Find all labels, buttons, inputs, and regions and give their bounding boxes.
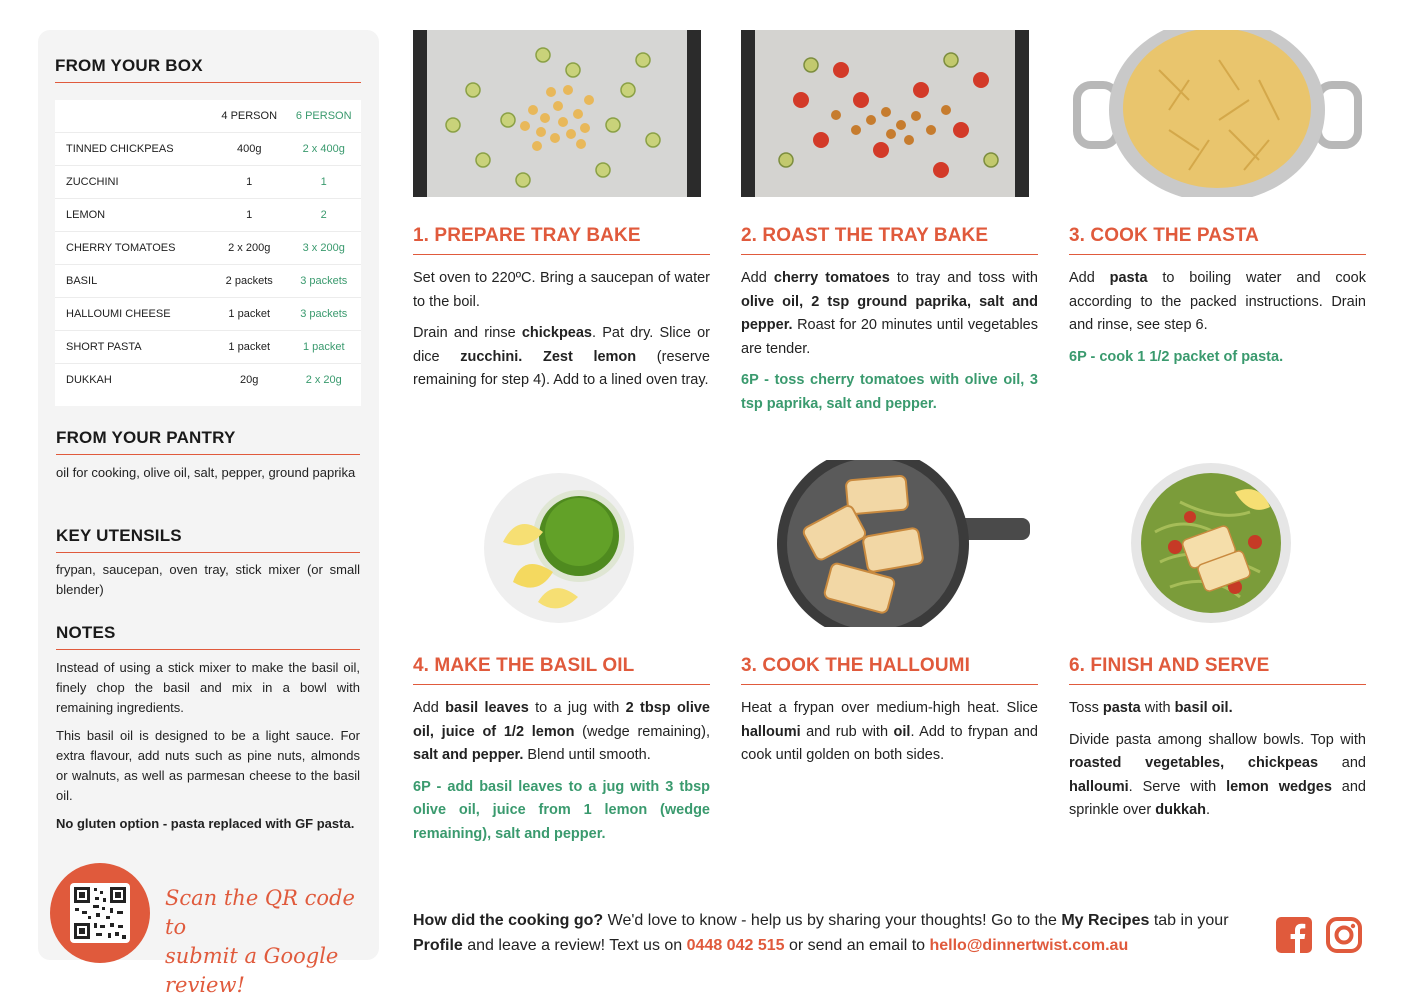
notes-paragraph-1: Instead of using a stick mixer to make the basil oil, finely chop the basil and mix in a bowl with remaining ingredients. <box>56 660 360 715</box>
4-person-cell: 1 packet <box>212 331 287 364</box>
6-person-cell: 1 packet <box>286 331 361 364</box>
6-person-cell: 1 <box>286 166 361 199</box>
notes-paragraph-3: No gluten option - pasta replaced with GF pasta. <box>56 816 355 831</box>
pantry-title: FROM YOUR PANTRY <box>56 428 236 447</box>
step-4-rule <box>413 684 710 685</box>
step-3-body <box>1069 267 1366 377</box>
step-3-paragraph-1: Add pasta to boiling water and cook according to the packed instructions. Drain and rinse, see step 6. <box>1069 270 1366 333</box>
sidebar <box>38 30 379 997</box>
step-6-body <box>1069 697 1366 831</box>
step-3-rule <box>1069 254 1366 255</box>
table-header-4-person: 4 PERSON <box>221 110 278 122</box>
table-row <box>55 166 361 199</box>
email-link[interactable]: hello@dinnertwist.com.au <box>929 937 1129 954</box>
step-4-title: 4. MAKE THE BASIL OIL <box>413 655 635 676</box>
notes-rule <box>56 649 360 650</box>
step-2-title: 2. ROAST THE TRAY BAKE <box>741 225 989 246</box>
step-4-6p-note: 6P - add basil leaves to a jug with 3 tbsp olive oil, juice from 1 lemon (wedge remaining), salt and pepper. <box>413 778 710 842</box>
qr-caption-line-2: submit a Google review! <box>165 944 339 997</box>
utensils-text: frypan, saucepan, oven tray, stick mixer (or small blender) <box>56 562 360 597</box>
qr-caption <box>165 884 375 1000</box>
review-footer: How did the cooking go? We'd love to know - help us by sharing your thoughts! Go to the My Recipes tab in your Profile and leave a review! Text us on 0448 042 515 or send an email to hello@dinnertwist.com.au <box>413 912 1229 954</box>
step-4-body <box>413 697 710 854</box>
my-recipes-tab-label: My Recipes <box>1061 912 1150 929</box>
4-person-cell: 2 packets <box>212 265 287 298</box>
step-4-paragraph-1: Add basil leaves to a jug with 2 tbsp olive oil, juice of 1/2 lemon (wedge remaining), salt and pepper. Blend until smooth. <box>413 700 710 763</box>
4-person-cell: 2 x 200g <box>212 232 287 265</box>
6-person-cell: 2 x 20g <box>286 364 361 397</box>
6-person-cell: 2 x 400g <box>286 133 361 166</box>
pantry-text: oil for cooking, olive oil, salt, pepper, ground paprika <box>56 465 356 480</box>
6-person-cell: 3 packets <box>286 298 361 331</box>
table-header-6-person: 6 PERSON <box>295 110 352 122</box>
table-row <box>55 298 361 331</box>
box-title: FROM YOUR BOX <box>55 56 203 75</box>
footer-question: How did the cooking go? <box>413 912 604 929</box>
basil-oil-plate-photo <box>483 472 635 624</box>
table-header-blank <box>55 100 212 133</box>
profile-label: Profile <box>413 937 463 954</box>
notes-title: NOTES <box>56 623 116 642</box>
ingredient-cell: BASIL <box>55 265 212 298</box>
tray-chickpeas-zucchini-photo <box>413 30 701 197</box>
table-row <box>55 265 361 298</box>
ingredient-cell: CHERRY TOMATOES <box>55 232 212 265</box>
step-5-body <box>741 697 1038 776</box>
halloumi-frypan-photo <box>777 460 1030 627</box>
pasta-bowl-photo <box>1130 462 1292 624</box>
step-5-paragraph-1: Heat a frypan over medium-high heat. Slice halloumi and rub with oil. Add to frypan and cook until golden on both sides. <box>741 700 1038 763</box>
ingredient-cell: LEMON <box>55 199 212 232</box>
notes-paragraph-2: This basil oil is designed to be a light sauce. For extra flavour, add nuts such as pine nuts, almonds or walnuts, as well as parmesan cheese to the basil oil. <box>56 728 360 803</box>
step-1-title: 1. PREPARE TRAY BAKE <box>413 225 641 246</box>
table-row <box>55 133 361 166</box>
step-5-rule <box>741 684 1038 685</box>
utensils-rule <box>56 552 360 553</box>
ingredient-cell: HALLOUMI CHEESE <box>55 298 212 331</box>
ingredient-cell: TINNED CHICKPEAS <box>55 133 212 166</box>
table-row <box>55 331 361 364</box>
ingredient-cell: ZUCCHINI <box>55 166 212 199</box>
4-person-cell: 1 <box>212 166 287 199</box>
step-6-paragraph-2: Divide pasta among shallow bowls. Top with roasted vegetables, chickpeas and halloumi. Serve with lemon wedges and sprinkle over dukkah. <box>1069 731 1366 818</box>
step-3-6p-note: 6P - cook 1 1/2 packet of pasta. <box>1069 348 1284 365</box>
step-1-rule <box>413 254 710 255</box>
facebook-icon[interactable] <box>1276 917 1312 953</box>
step-5-title: 3. COOK THE HALLOUMI <box>741 655 970 676</box>
pantry-rule <box>56 454 360 455</box>
step-2-paragraph-1: Add cherry tomatoes to tray and toss with olive oil, 2 tsp ground paprika, salt and pepper. Roast for 20 minutes until vegetables are tender. <box>741 270 1038 357</box>
step-2-6p-note: 6P - toss cherry tomatoes with olive oil, 3 tsp paprika, salt and pepper. <box>741 372 1038 412</box>
ingredient-cell: SHORT PASTA <box>55 331 212 364</box>
step-6-title: 6. FINISH AND SERVE <box>1069 655 1270 676</box>
table-row <box>55 232 361 265</box>
notes-text <box>56 658 360 842</box>
instagram-icon[interactable] <box>1326 917 1362 953</box>
6-person-cell: 2 <box>286 199 361 232</box>
6-person-cell: 3 x 200g <box>286 232 361 265</box>
tray-roasted-photo <box>741 30 1029 197</box>
pasta-colander-photo <box>1069 30 1366 197</box>
step-6-rule <box>1069 684 1366 685</box>
qr-caption-line-1: Scan the QR code to <box>165 886 355 939</box>
4-person-cell: 1 <box>212 199 287 232</box>
step-1-body <box>413 267 710 401</box>
table-row <box>55 199 361 232</box>
qr-badge <box>50 863 150 963</box>
qr-code-icon[interactable] <box>70 883 130 943</box>
step-2-rule <box>741 254 1038 255</box>
step-1-paragraph-1: Set oven to 220ºC. Bring a saucepan of water to the boil. <box>413 270 710 310</box>
table-row <box>55 364 361 397</box>
6-person-cell: 3 packets <box>286 265 361 298</box>
4-person-cell: 20g <box>212 364 287 397</box>
ingredient-cell: DUKKAH <box>55 364 212 397</box>
step-1-paragraph-2: Drain and rinse chickpeas. Pat dry. Slice or dice zucchini. Zest lemon (reserve remaining for step 4). Add to a lined oven tray. <box>413 325 710 388</box>
ingredients-table <box>55 100 361 406</box>
4-person-cell: 1 packet <box>212 298 287 331</box>
step-3-title: 3. COOK THE PASTA <box>1069 225 1259 246</box>
box-title-rule <box>55 82 361 83</box>
step-2-body <box>741 267 1038 424</box>
utensils-title: KEY UTENSILS <box>56 526 182 545</box>
step-6-paragraph-1: Toss pasta with basil oil. <box>1069 700 1233 716</box>
4-person-cell: 400g <box>212 133 287 166</box>
phone-link[interactable]: 0448 042 515 <box>686 937 785 954</box>
